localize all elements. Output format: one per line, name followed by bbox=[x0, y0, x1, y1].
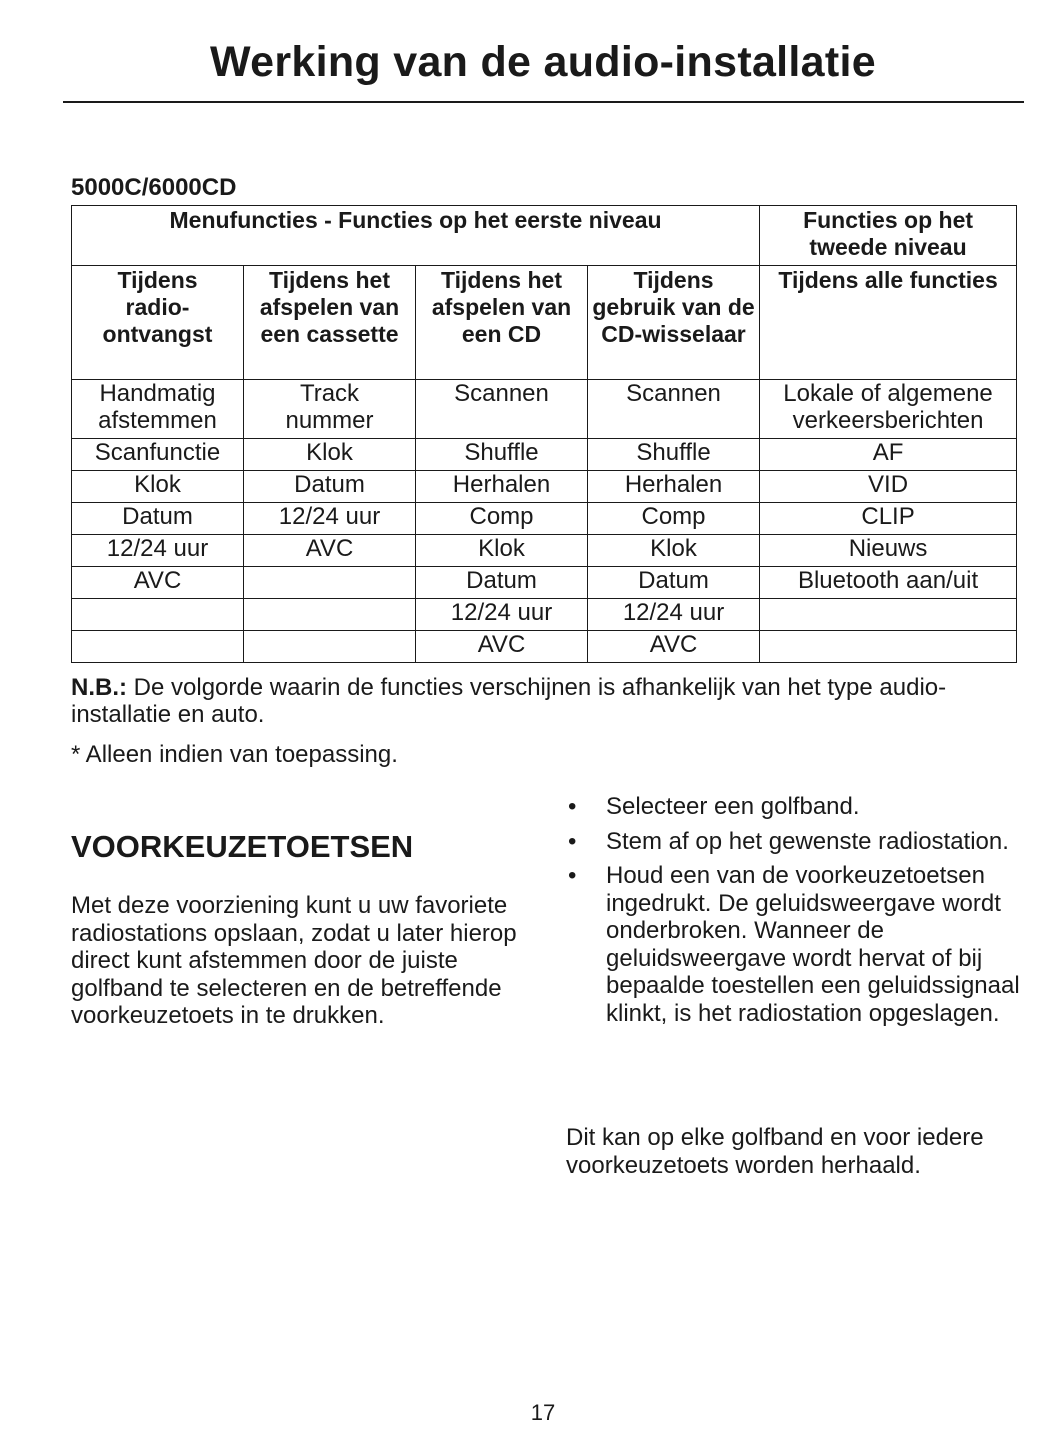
table-cell: Datum bbox=[244, 471, 416, 503]
table-cell: AF bbox=[760, 439, 1017, 471]
list-item bbox=[566, 862, 1026, 1027]
header-first-level: Menufuncties - Functies op het eerste niveau bbox=[72, 206, 760, 266]
table-cell: Scannen bbox=[588, 380, 760, 439]
list-item bbox=[566, 793, 1026, 821]
list-item-text: Selecteer een golfband. bbox=[606, 793, 860, 820]
footnote: * Alleen indien van toepassing. bbox=[71, 741, 398, 768]
table-cell: 12/24 uur bbox=[588, 599, 760, 631]
table-cell: Klok bbox=[72, 471, 244, 503]
table-row bbox=[72, 599, 1017, 631]
table-cell: AVC bbox=[72, 567, 244, 599]
table-cell: Datum bbox=[72, 503, 244, 535]
bullet-icon: • bbox=[568, 793, 577, 820]
table-cell: VID bbox=[760, 471, 1017, 503]
page-title: Werking van de audio-installatie bbox=[210, 38, 876, 86]
header-second-level: Functies op het tweede niveau bbox=[760, 206, 1017, 266]
intro-paragraph: Met deze voorziening kunt u uw favoriete radiostations opslaan, zodat u later hierop direct kunt afstemmen door de juiste golfband te selecteren en de betreffende voorkeuzetoets in te drukken. bbox=[71, 892, 517, 1029]
list-item-text: Stem af op het gewenste radiostation. bbox=[606, 827, 1009, 855]
table-cell bbox=[244, 567, 416, 599]
table-cell: Klok bbox=[588, 535, 760, 567]
table-cell: Datum bbox=[416, 567, 588, 599]
table-cell: AVC bbox=[416, 631, 588, 663]
table-cell bbox=[244, 599, 416, 631]
table-cell: AVC bbox=[244, 535, 416, 567]
table-cell: 12/24 uur bbox=[416, 599, 588, 631]
table-cell: Herhalen bbox=[416, 471, 588, 503]
list-item-text: Houd een van de voorkeuzetoetsen ingedrukt. De geluidsweergave wordt onderbroken. Wanneer de geluidsweergave wordt hervat of bij bepaalde toestellen een geluidssignaal klinkt, is het radiostation opgeslagen. bbox=[606, 862, 1020, 1027]
subheader-cassette: Tijdens het afspelen van een cassette bbox=[244, 266, 416, 380]
note bbox=[71, 674, 1021, 728]
table-row bbox=[72, 567, 1017, 599]
list-item bbox=[566, 828, 1026, 856]
note-label: N.B.: bbox=[71, 674, 127, 701]
table-cell: Scanfunctie bbox=[72, 439, 244, 471]
table-cell: Klok bbox=[416, 535, 588, 567]
table-cell: Scannen bbox=[416, 380, 588, 439]
table-cell: Comp bbox=[588, 503, 760, 535]
table-subheader-row bbox=[72, 266, 1017, 380]
subheader-cd: Tijdens het afspelen van een CD bbox=[416, 266, 588, 380]
table-cell: CLIP bbox=[760, 503, 1017, 535]
page-number: 17 bbox=[530, 1400, 556, 1425]
table-cell: Comp bbox=[416, 503, 588, 535]
instruction-list bbox=[566, 793, 1026, 1034]
model-label: 5000C/6000CD bbox=[71, 174, 237, 201]
table-cell: 12/24 uur bbox=[244, 503, 416, 535]
subheader-radio: Tijdens radio-ontvangst bbox=[72, 266, 244, 380]
bullet-icon: • bbox=[568, 827, 577, 855]
table-row bbox=[72, 471, 1017, 503]
table-row bbox=[72, 631, 1017, 663]
section-heading: VOORKEUZETOETSEN bbox=[71, 829, 414, 864]
table-cell: Nieuws bbox=[760, 535, 1017, 567]
subheader-all-functions: Tijdens alle functies bbox=[760, 266, 1017, 380]
table-cell: Herhalen bbox=[588, 471, 760, 503]
table-cell bbox=[760, 631, 1017, 663]
table-cell: AVC bbox=[588, 631, 760, 663]
table-cell: Datum bbox=[588, 567, 760, 599]
table-row bbox=[72, 535, 1017, 567]
table-cell: Track nummer bbox=[244, 380, 416, 439]
table-cell: Klok bbox=[244, 439, 416, 471]
subheader-cd-changer: Tijdens gebruik van de CD-wisselaar bbox=[588, 266, 760, 380]
table-cell: Lokale of algemene verkeersberichten bbox=[760, 380, 1017, 439]
note-text: De volgorde waarin de functies verschijnen is afhankelijk van het type audio-installatie en auto. bbox=[71, 674, 947, 728]
table-cell: 12/24 uur bbox=[72, 535, 244, 567]
table-cell: Shuffle bbox=[416, 439, 588, 471]
table-header-row bbox=[72, 206, 1017, 266]
table-cell bbox=[72, 599, 244, 631]
bullet-icon: • bbox=[568, 862, 577, 889]
table-row bbox=[72, 503, 1017, 535]
table-row bbox=[72, 380, 1017, 439]
table-cell bbox=[72, 631, 244, 663]
menu-functions-table bbox=[71, 205, 1017, 663]
table-cell: Handmatig afstemmen bbox=[72, 380, 244, 439]
table-row bbox=[72, 439, 1017, 471]
table-cell bbox=[760, 599, 1017, 631]
table-cell bbox=[244, 631, 416, 663]
table-cell: Bluetooth aan/uit bbox=[760, 567, 1017, 599]
table-cell: Shuffle bbox=[588, 439, 760, 471]
closing-paragraph: Dit kan op elke golfband en voor iedere voorkeuzetoets worden herhaald. bbox=[566, 1124, 984, 1179]
title-divider bbox=[63, 101, 1024, 103]
